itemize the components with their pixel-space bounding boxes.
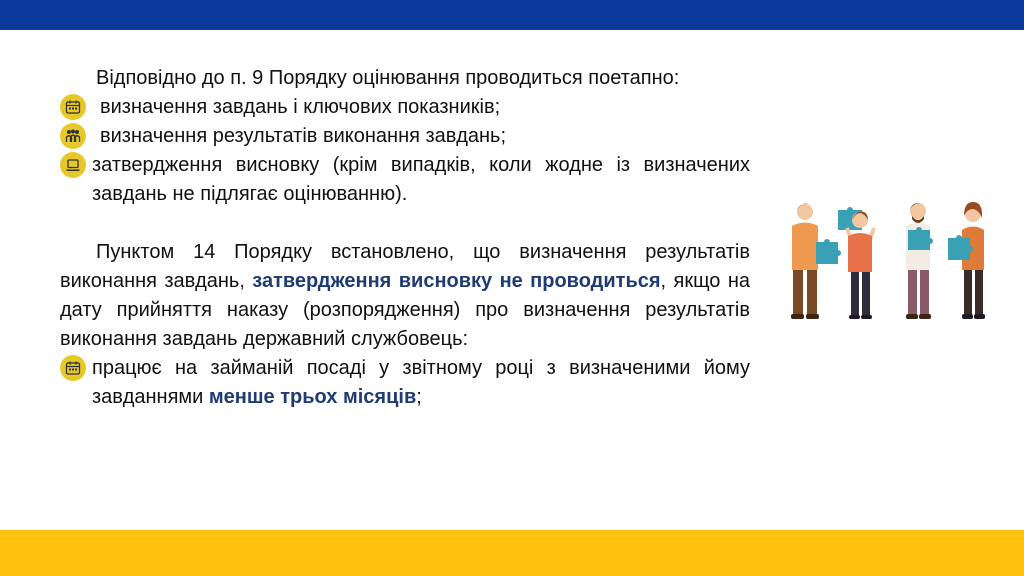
stage-item [60, 151, 750, 209]
slide-text [60, 64, 750, 412]
stage-item [60, 122, 750, 151]
people-icon [60, 123, 86, 149]
stage-item [60, 93, 750, 122]
person-2-illustration [838, 207, 874, 319]
clause-14-text-start: Пунктом 14 Порядку встановлено, що визначення результатів виконання завдань, [60, 241, 750, 292]
bottom-banner-stripe [0, 530, 1024, 576]
stage-text: визначення завдань і ключових показників; [100, 96, 501, 118]
stage-text: затвердження висновку (крім випадків, коли жодне із визначених завдань не підлягає оцінюванню). [92, 154, 750, 205]
stage-text: визначення результатів виконання завдань; [100, 125, 507, 147]
top-banner-stripe [0, 0, 1024, 30]
condition-item [60, 354, 750, 412]
person-4-illustration [948, 202, 985, 319]
condition-text [92, 354, 750, 412]
condition-text-end: ; [416, 386, 422, 408]
person-3-illustration [906, 203, 933, 319]
teamwork-puzzle-illustration [778, 190, 1008, 325]
clause-14-paragraph [60, 238, 750, 354]
person-1-illustration [791, 203, 841, 319]
calendar-icon [60, 94, 86, 120]
clause-14-highlight: затвердження висновку не проводиться [252, 270, 661, 292]
condition-text-start: працює на займаній посаді у звітному році з визначеними йому завданнями [92, 357, 750, 408]
calendar-icon [60, 355, 86, 381]
condition-highlight: менше трьох місяців [208, 386, 417, 408]
intro-paragraph: Відповідно до п. 9 Порядку оцінювання проводиться поетапно: [96, 67, 680, 89]
paragraph-gap [60, 209, 750, 238]
laptop-icon [60, 152, 86, 178]
clause-14-text-end: , якщо на дату прийняття наказу (розпорядження) про визначення результатів виконання завдань державний службовець: [60, 270, 751, 350]
